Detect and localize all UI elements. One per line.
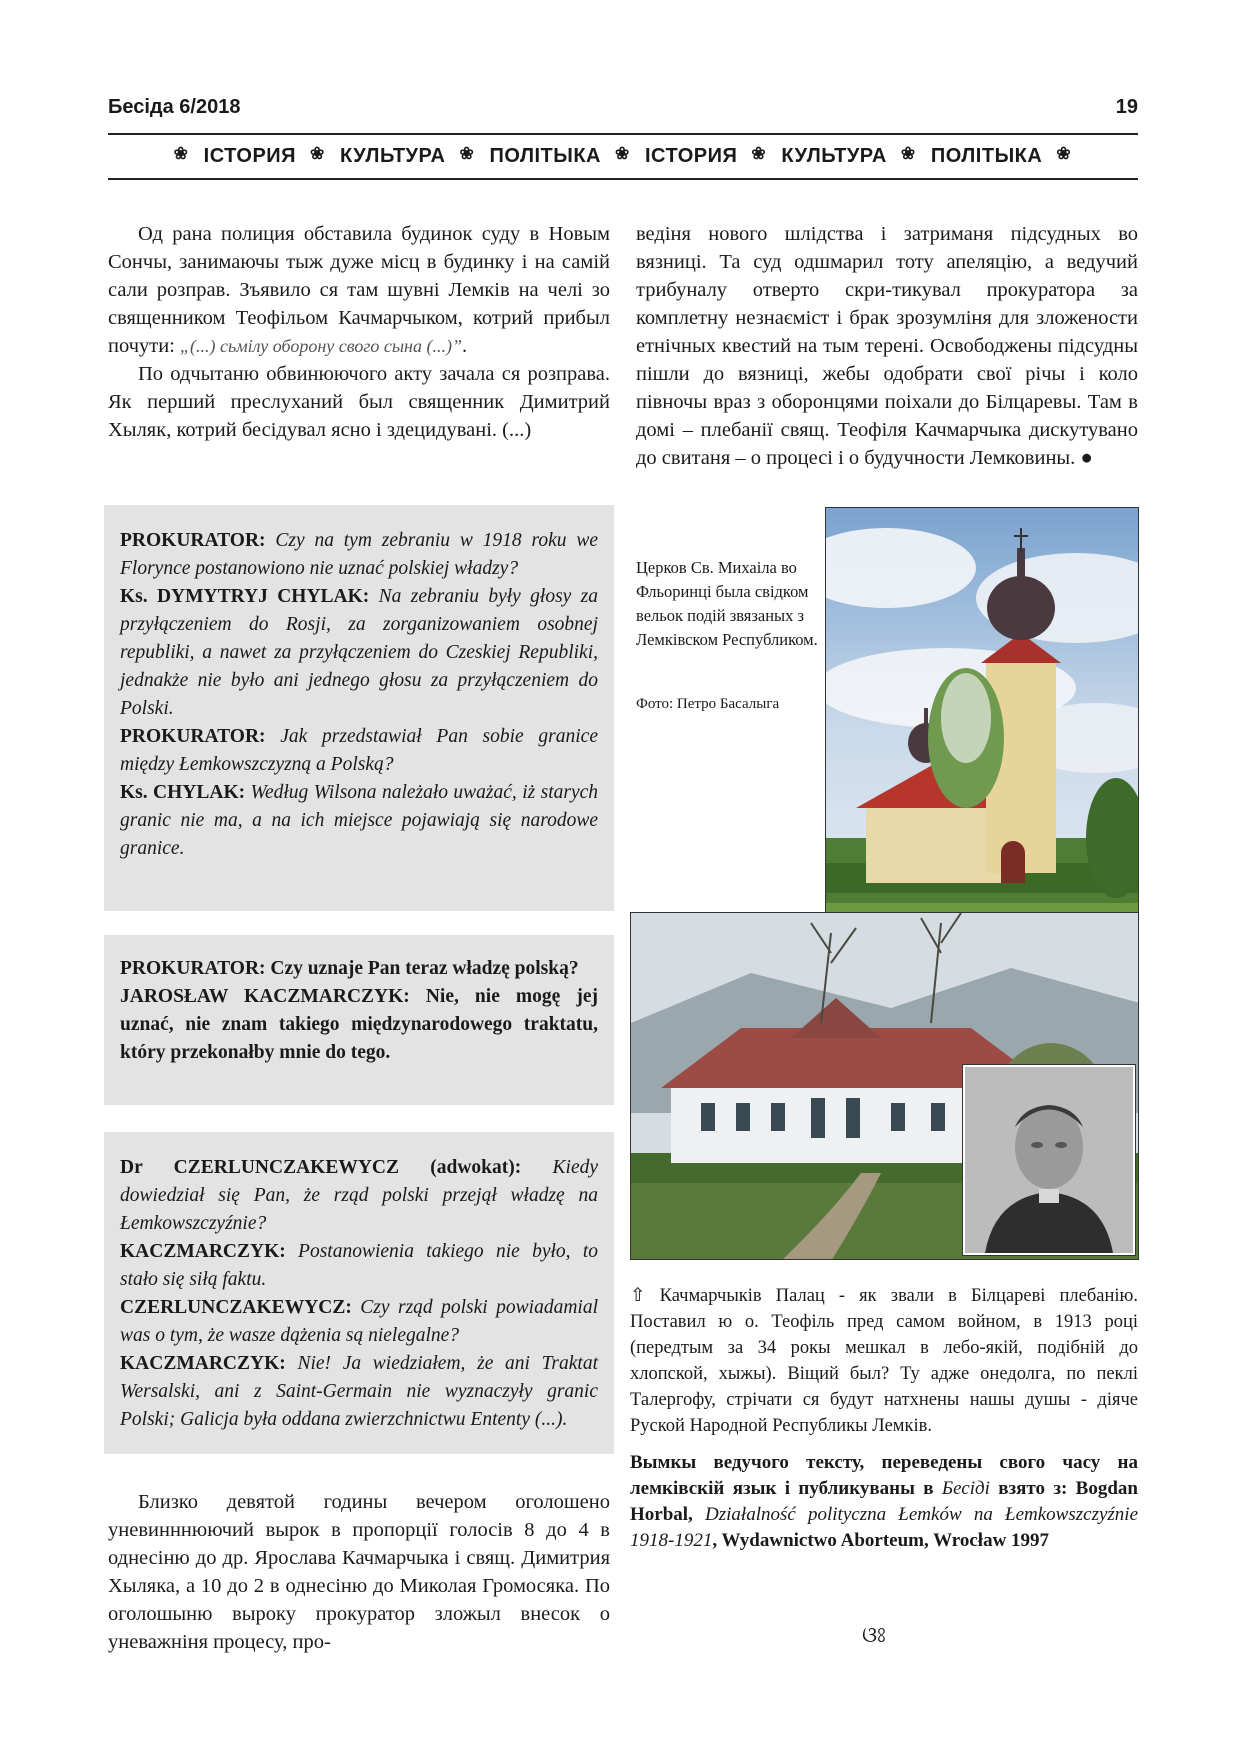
speaker: CZERLUNCZAKEWYCZ: — [120, 1297, 352, 1318]
flower-ornament-icon — [751, 148, 767, 164]
paragraph: Од рана полиция обставила будинок суду в Новым Сончы, занимаючы тыж дуже місц в будинку і на самій сали розправ. Зъявило ся там шувні Лемків на челі зо священником Теофільом Качмарчыком, котрий прибыл почути: „(...) сьмілу оборону свого сына (...)”. — [108, 223, 610, 357]
flower-ornament-icon — [901, 148, 917, 164]
banner-item: ІСТОРИЯ — [645, 144, 738, 167]
left-column-verdict — [108, 1488, 610, 1656]
banner-item: ПОЛІТЫКА — [489, 144, 601, 167]
header-rule-top — [108, 133, 1138, 135]
speech: Nie, nie mogę jej uznać, nie znam takiego międzynarodowego traktatu, który przekonałby mnie do tego. — [120, 986, 598, 1063]
palace-caption: ⇧ Качмарчыків Палац - як звали в Білцареві плебанію. Поставил ю о. Теофіль пред самом войном, в 1913 році (передтым за 34 рокы мешкал в лебо-якій, подібній до хлопской, хыжы). Віщий был? Ту адже онедолга, по пеклі Талергофу, стрічати ся будут натхнены нашы душы - діяче Руской Народной Республикы Лемків. — [630, 1286, 1138, 1436]
speech: Nie! Ja wiedziałem, że ani Traktat Wersalski, ani z Saint-Germain nie wyznaczyły granic Polski; Galicja była oddana zwierzchnictwu Ententy (...). — [120, 1353, 598, 1430]
speech: Jak przedstawiał Pan sobie granice między Łemkowszczyzną a Polską? — [120, 726, 598, 775]
banner-item: КУЛЬТУРА — [781, 144, 887, 167]
page-number: 19 — [1115, 96, 1138, 118]
flower-ornament-icon — [615, 148, 631, 164]
paragraph: ведіня нового шлідства і затриманя підсудных во вязниці. Та суд одшмарил тоту апеляцію, а ведучий трибуналу отверто скри-тикувал прокуратора за комплетну незнаєміст і брак зрозумліня для зложености етнічных квестий на тым терені. Освободжены підсудны пішли до вязниці, жебы одобрати свої річы і коло півночы враз з оборонцями поіхали до Білцаревы. Там в домі – плебанії свящ. Теофіля Качмарчыка дискутувано до свитаня – о процесі і о будучности Лемковины. ● — [636, 223, 1138, 469]
right-column-text — [636, 220, 1138, 472]
flower-ornament-icon — [174, 148, 190, 164]
speaker: KACZMARCZYK: — [120, 1353, 286, 1374]
header-rule-bottom — [108, 178, 1138, 180]
speaker: PROKURATOR: — [120, 958, 266, 979]
speaker: KACZMARCZYK: — [120, 1241, 286, 1262]
banner-item: ІСТОРИЯ — [203, 144, 297, 167]
up-arrow-icon: ⇧ — [630, 1286, 646, 1306]
banner-item: КУЛЬТУРА — [340, 144, 446, 167]
speech: Kiedy dowiedział się Pan, że rząd polski przejął władzę na Łemkowszczyźnie? — [120, 1157, 599, 1234]
section-banner — [108, 142, 1138, 170]
portrait-photo — [963, 1065, 1135, 1255]
transcript-box-3 — [104, 1132, 614, 1454]
church-photo — [825, 507, 1139, 943]
church-caption: Церков Св. Михаіла во Фльоринці была свідком вельок подій звязаных з Лемківском Республиком. — [636, 558, 818, 649]
paragraph: По одчытаню обвинюючого акту зачала ся розправа. Як перший преслуханий был священник Димитрий Хыляк, котрий бесідувал ясно і здецидувані. (...) — [108, 363, 610, 441]
book-title: Działalność polityczna Łemków na Łemkowszczyźnie 1918-1921 — [630, 1504, 1138, 1551]
speaker: Ks. CHYLAK: — [120, 782, 246, 803]
photo-credit: Фото: Петро Басалыга — [636, 696, 780, 712]
flower-ornament-icon — [310, 148, 326, 164]
speech: Czy rząd polski powiadamial was o tym, że wasze dążenia są nielegalne? — [120, 1297, 598, 1346]
transcript-box-1 — [104, 505, 614, 911]
speaker: PROKURATOR: — [120, 726, 266, 747]
flower-ornament-icon — [460, 148, 476, 164]
end-ornament-icon: ଓଃ — [862, 1622, 886, 1647]
speech: Według Wilsona należało uważać, iż starych granic nie ma, a na ich miejsce pojawiają się narodowe granice. — [120, 782, 599, 859]
flower-ornament-icon — [1056, 148, 1072, 164]
magazine-issue: Бесіда 6/2018 — [108, 96, 241, 118]
speaker: Ks. DYMYTRYJ CHYLAK: — [120, 586, 370, 607]
speech: Czy uznaje Pan teraz władzę polską? — [265, 958, 579, 979]
speaker: Dr CZERLUNCZAKEWYCZ (adwokat): — [120, 1157, 522, 1178]
speaker: JAROSŁAW KACZMARCZYK: — [120, 986, 410, 1007]
end-bullet: ● — [1080, 447, 1093, 469]
speech: Na zebraniu były głosy za przyłączeniem do Rosji, za zorganizowaniem osobnej republiki, a nawet za przyłączeniem do Czeskiej Republiki, jednakże nie było ani jednego głosu za przyłączeniem do Polski. — [120, 586, 598, 719]
source-note: Вымкы ведучого тексту, переведены свого часу на лемківскій язык і публикуваны в Бесіді взято з: Bogdan Horbal, Działalność polityczna Łemków na Łemkowszczyźnie 1918-1921, Wydawnictwo Aborteum, Wrocław 1997 — [630, 1452, 1138, 1551]
portrait-illustration — [965, 1067, 1133, 1253]
inline-quote: „(...) сьмілу оборону свого сына (...)” — [180, 336, 462, 356]
speaker: PROKURATOR: — [120, 530, 266, 551]
left-column-intro — [108, 220, 610, 444]
transcript-box-2 — [104, 935, 614, 1105]
speech: Czy na tym zebraniu w 1918 roku we Florynce postanowiono nie uznać polskiej władzy? — [120, 530, 598, 579]
banner-item: ПОЛІТЫКА — [930, 144, 1043, 167]
paragraph: Близко девятой годины вечером оголошено уневинннюючий вырок в пропорції голосів 8 до 4 в однесіню до др. Ярослава Качмарчыка і свящ. Димитрия Хыляка, а 10 до 2 в однесіню до Миколая Громосяка. По оголошыню выроку прокуратор зложыл внесок о уневажніня процесу, про- — [108, 1491, 610, 1653]
speech: Postanowienia takiego nie było, to stało się siłą faktu. — [120, 1241, 598, 1290]
church-illustration — [826, 508, 1139, 943]
